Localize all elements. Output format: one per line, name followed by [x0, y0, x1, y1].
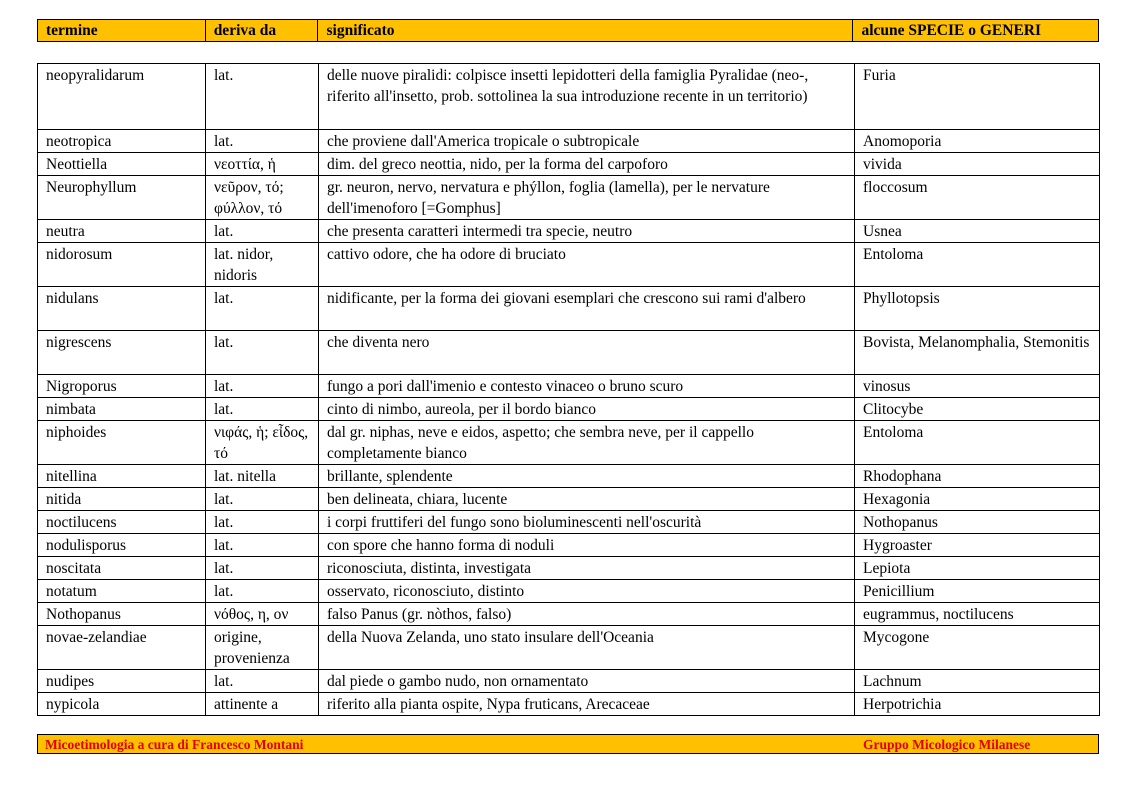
cell-deriva: lat. [206, 287, 319, 331]
cell-significato: della Nuova Zelanda, uno stato insulare dell'Oceania [319, 626, 855, 670]
cell-termine: Nothopanus [38, 603, 206, 626]
table-row [38, 603, 1100, 626]
cell-significato: i corpi fruttiferi del fungo sono bioluminescenti nell'oscurità [319, 511, 855, 534]
table-row [38, 580, 1100, 603]
header-deriva-da: deriva da [206, 20, 319, 41]
cell-deriva: νεοττία, ἡ [206, 153, 319, 176]
cell-termine: nudipes [38, 670, 206, 693]
cell-specie: Penicillium [855, 580, 1100, 603]
header-specie-generi: alcune SPECIE o GENERI [861, 22, 1042, 39]
cell-specie: vivida [855, 153, 1100, 176]
glossary-table [37, 63, 1100, 716]
header-termine: termine [38, 20, 206, 41]
cell-deriva: lat. [206, 488, 319, 511]
table-row [38, 287, 1100, 331]
cell-significato: falso Panus (gr. nòthos, falso) [319, 603, 855, 626]
cell-specie: Phyllotopsis [855, 287, 1100, 331]
cell-significato: dal piede o gambo nudo, non ornamentato [319, 670, 855, 693]
cell-deriva: νιφάς, ἡ; εἶδος, τό [206, 421, 319, 465]
table-row [38, 398, 1100, 421]
cell-termine: noctilucens [38, 511, 206, 534]
cell-specie: Anomoporia [855, 130, 1100, 153]
cell-significato: con spore che hanno forma di noduli [319, 534, 855, 557]
table-row [38, 375, 1100, 398]
cell-specie: Entoloma [855, 243, 1100, 287]
cell-specie: Entoloma [855, 421, 1100, 465]
cell-deriva: lat. [206, 534, 319, 557]
cell-deriva: lat. nitella [206, 465, 319, 488]
cell-specie: Lachnum [855, 670, 1100, 693]
table-row [38, 64, 1100, 130]
footer-group-name: Gruppo Micologico Milanese [863, 737, 1031, 752]
cell-specie: Furia [855, 64, 1100, 130]
cell-significato: nidificante, per la forma dei giovani esemplari che crescono sui rami d'albero [319, 287, 855, 331]
cell-significato: gr. neuron, nervo, nervatura e phýllon, foglia (lamella), per le nervature dell'imenoforo [=Gomphus] [319, 176, 855, 220]
cell-termine: noscitata [38, 557, 206, 580]
cell-significato: dal gr. niphas, neve e eidos, aspetto; che sembra neve, per il cappello completamente bianco [319, 421, 855, 465]
cell-deriva: lat. [206, 511, 319, 534]
cell-termine: nypicola [38, 693, 206, 716]
cell-termine: Neottiella [38, 153, 206, 176]
table-row [38, 465, 1100, 488]
cell-significato: che presenta caratteri intermedi tra specie, neutro [319, 220, 855, 243]
cell-significato: cattivo odore, che ha odore di bruciato [319, 243, 855, 287]
cell-significato: brillante, splendente [319, 465, 855, 488]
cell-specie: floccosum [855, 176, 1100, 220]
table-row [38, 693, 1100, 716]
table-row [38, 130, 1100, 153]
cell-specie: Hexagonia [855, 488, 1100, 511]
cell-deriva: lat. [206, 220, 319, 243]
footer-credit: Micoetimologia a cura di Francesco Montani [45, 737, 304, 752]
footer-band [37, 734, 1099, 754]
cell-deriva: lat. [206, 64, 319, 130]
table-row [38, 153, 1100, 176]
table-row [38, 557, 1100, 580]
cell-significato: cinto di nimbo, aureola, per il bordo bianco [319, 398, 855, 421]
cell-specie: vinosus [855, 375, 1100, 398]
cell-significato: che diventa nero [319, 331, 855, 375]
table-row [38, 511, 1100, 534]
table-row [38, 670, 1100, 693]
cell-deriva: lat. [206, 670, 319, 693]
cell-significato: ben delineata, chiara, lucente [319, 488, 855, 511]
cell-termine: nodulisporus [38, 534, 206, 557]
cell-deriva: attinente a [206, 693, 319, 716]
cell-termine: nitida [38, 488, 206, 511]
cell-specie: Hygroaster [855, 534, 1100, 557]
cell-termine: nitellina [38, 465, 206, 488]
cell-deriva: lat. [206, 331, 319, 375]
cell-significato: riferito alla pianta ospite, Nypa fruticans, Arecaceae [319, 693, 855, 716]
cell-specie: Bovista, Melanomphalia, Stemonitis [855, 331, 1100, 375]
cell-termine: Nigroporus [38, 375, 206, 398]
cell-deriva: lat. nidor, nidoris [206, 243, 319, 287]
cell-deriva: origine, provenienza [206, 626, 319, 670]
cell-specie: eugrammus, noctilucens [855, 603, 1100, 626]
cell-deriva: lat. [206, 557, 319, 580]
cell-significato: riconosciuta, distinta, investigata [319, 557, 855, 580]
cell-specie: Clitocybe [855, 398, 1100, 421]
cell-significato: osservato, riconosciuto, distinto [319, 580, 855, 603]
cell-termine: Neurophyllum [38, 176, 206, 220]
cell-specie: Nothopanus [855, 511, 1100, 534]
cell-specie: Lepiota [855, 557, 1100, 580]
cell-termine: niphoides [38, 421, 206, 465]
table-row [38, 626, 1100, 670]
table-row [38, 176, 1100, 220]
cell-deriva: lat. [206, 398, 319, 421]
cell-termine: notatum [38, 580, 206, 603]
cell-significato: che proviene dall'America tropicale o subtropicale [319, 130, 855, 153]
cell-deriva: lat. [206, 580, 319, 603]
table-row [38, 534, 1100, 557]
table-row [38, 243, 1100, 287]
cell-deriva: lat. [206, 375, 319, 398]
cell-termine: neotropica [38, 130, 206, 153]
cell-deriva: νεῦρον, τό; φύλλον, τό [206, 176, 319, 220]
cell-deriva: lat. [206, 130, 319, 153]
cell-specie: Herpotrichia [855, 693, 1100, 716]
table-row [38, 331, 1100, 375]
table-row [38, 421, 1100, 465]
cell-specie: Usnea [855, 220, 1100, 243]
cell-significato: delle nuove piralidi: colpisce insetti lepidotteri della famiglia Pyralidae (neo-, riferito all'insetto, prob. sottolinea la sua introduzione recente in un territorio) [319, 64, 855, 130]
cell-significato: dim. del greco neottia, nido, per la forma del carpoforo [319, 153, 855, 176]
table-header-band [37, 19, 1099, 42]
cell-deriva: νόθος, η, ον [206, 603, 319, 626]
table-row [38, 488, 1100, 511]
cell-termine: nidulans [38, 287, 206, 331]
table-row [38, 220, 1100, 243]
cell-termine: neutra [38, 220, 206, 243]
cell-termine: novae-zelandiae [38, 626, 206, 670]
header-significato: significato [318, 20, 853, 41]
cell-significato: fungo a pori dall'imenio e contesto vinaceo o bruno scuro [319, 375, 855, 398]
cell-termine: nidorosum [38, 243, 206, 287]
cell-specie: Rhodophana [855, 465, 1100, 488]
cell-termine: neopyralidarum [38, 64, 206, 130]
cell-termine: nimbata [38, 398, 206, 421]
cell-specie: Mycogone [855, 626, 1100, 670]
cell-termine: nigrescens [38, 331, 206, 375]
